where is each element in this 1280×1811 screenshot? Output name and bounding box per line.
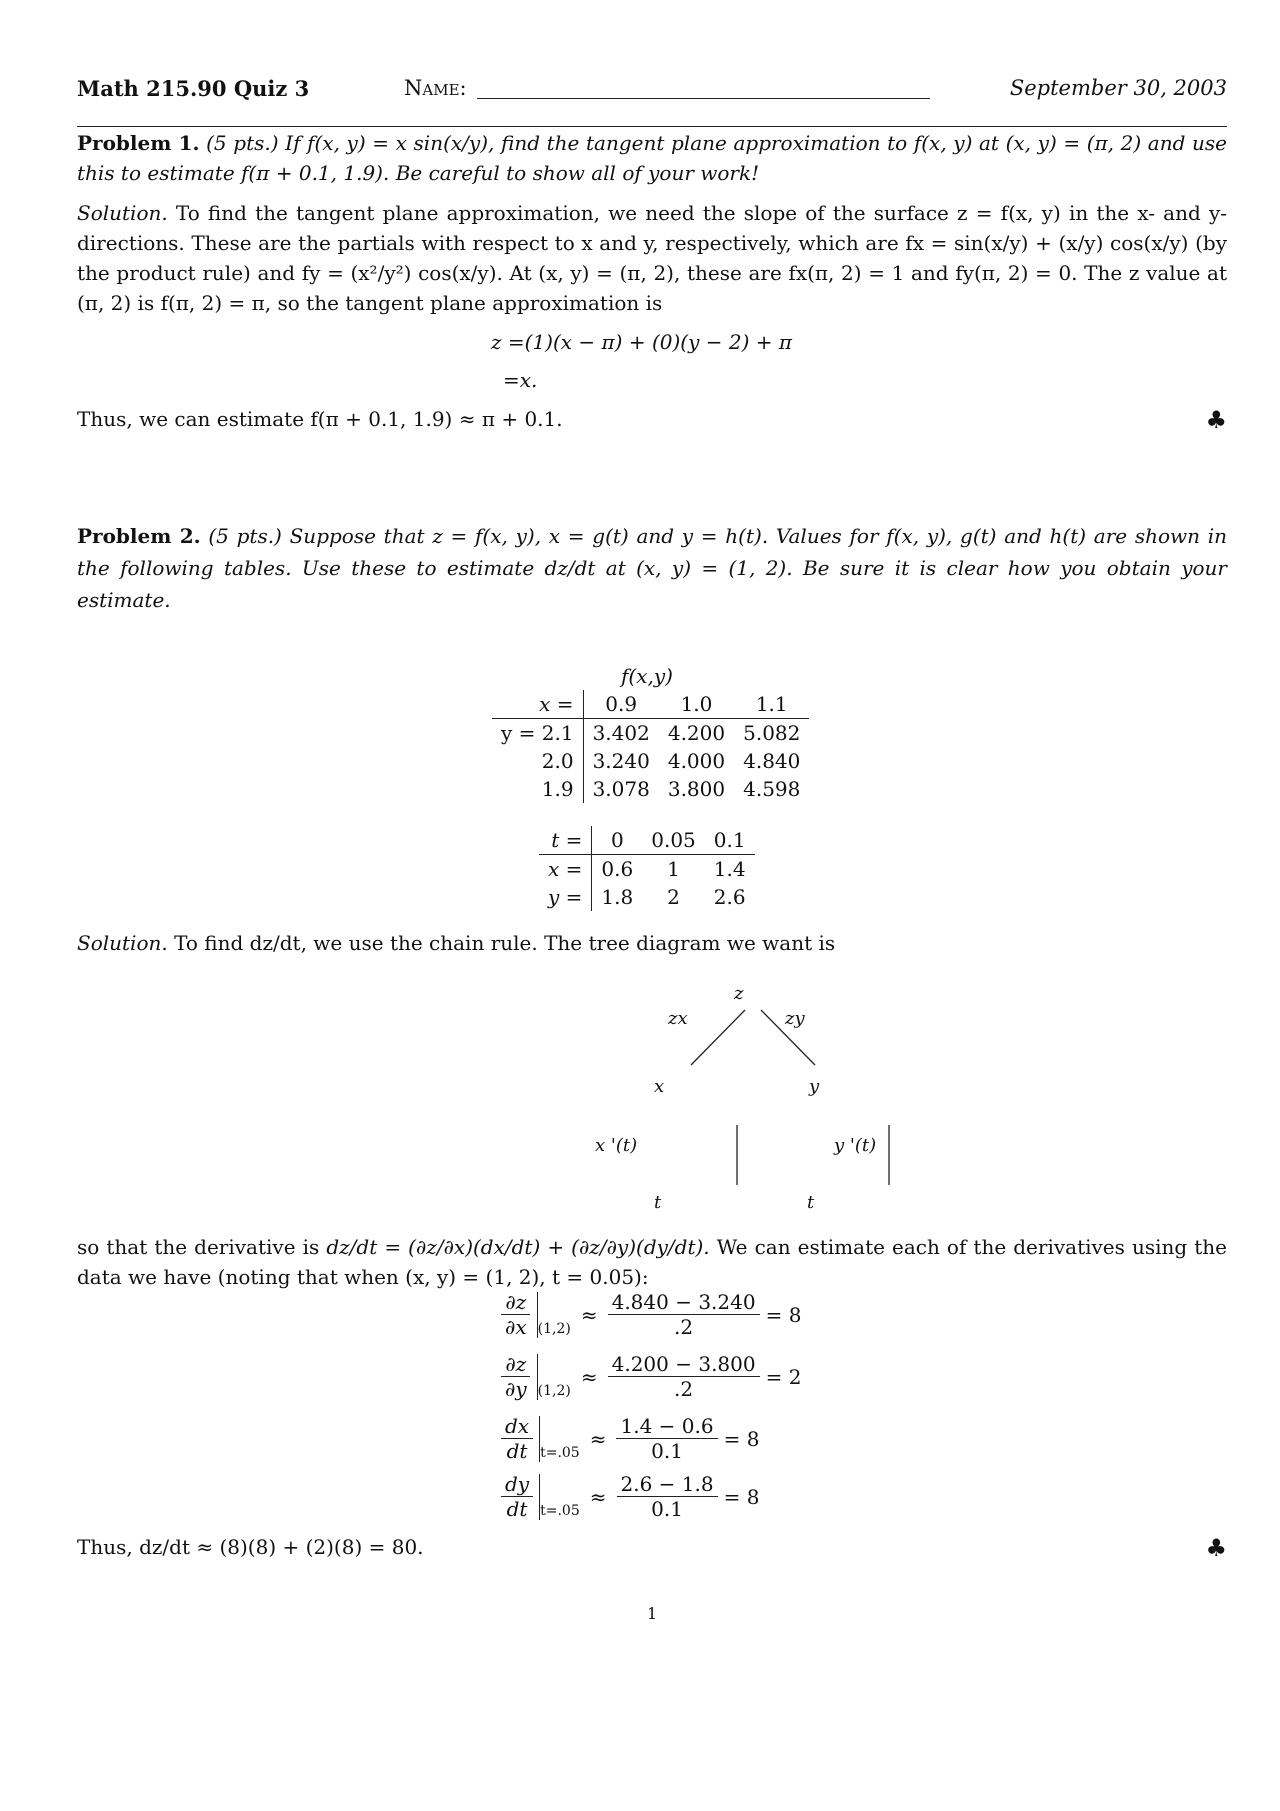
- estimate-denominator: 0.1: [651, 1497, 683, 1521]
- table-cell: 1: [667, 857, 680, 881]
- quiz-page: [77, 0, 1227, 1811]
- estimate-result: = 8: [723, 1484, 760, 1509]
- quiz-date: September 30, 2003: [1009, 76, 1227, 100]
- derivative-text-a: so that the derivative is: [77, 1235, 320, 1259]
- tree-edge-zx: [691, 1010, 745, 1065]
- estimate-eval-point: t=.05: [540, 1445, 580, 1461]
- table-cell: x =: [539, 855, 592, 884]
- table-cell: 2.0: [492, 747, 583, 775]
- chain-rule-tree-diagram: [597, 985, 917, 1225]
- problem1-solution: [77, 198, 1227, 318]
- approx-sign: ≈: [589, 1426, 607, 1451]
- table-row: [492, 747, 809, 775]
- table1-caption: f(x,y): [621, 664, 673, 688]
- estimate-result: = 2: [765, 1364, 802, 1389]
- table-cell: 3.240: [592, 749, 650, 773]
- table-cell: 4.598: [743, 777, 801, 801]
- estimate-eval-point: t=.05: [540, 1503, 580, 1519]
- problem1-conclusion: Thus, we can estimate f(π + 0.1, 1.9) ≈ π + 0.1.: [77, 407, 563, 431]
- tree-root-z: z: [734, 983, 744, 1004]
- chain-rule-formula: dz/dt = (∂z/∂x)(dx/dt) + (∂z/∂y)(dy/dt).: [326, 1235, 710, 1259]
- tree-node-x: x: [654, 1076, 665, 1097]
- table-cell: t =: [539, 826, 592, 855]
- estimate-numerator: 1.4 − 0.6: [616, 1414, 717, 1439]
- problem2-solution-text: To find dz/dt, we use the chain rule. The tree diagram we want is: [174, 931, 836, 955]
- table-cell: 3.402: [592, 721, 650, 745]
- table-cell: 0.9: [583, 690, 659, 719]
- tree-label-x-prime: x '(t): [595, 1135, 638, 1156]
- table-cell: 0.05: [642, 826, 705, 855]
- problem1-solution-text: To find the tangent plane approximation, we need the slope of the surface z = f(x, y) in the x- and y-directions. These are the partials with respect to x and y, respectively, which are fx = sin(x/y) + (x/y) cos(x/y) (by the product rule) and fy = (x²/y²) cos(x/y). At (x, y) = (π, 2), these are fx(π, 2) = 1 and fy(π, 2) = 0. The z value at (π, 2) is f(π, 2) = π, so the tangent plane approximation is: [77, 201, 1228, 315]
- estimate-numerator: 2.6 − 1.8: [617, 1472, 718, 1497]
- problem1-text: If f(x, y) = x sin(x/y), find the tangent plane approximation to f(x, y) at (x, y) = (π, 2) and use this to estimate f(π + 0.1, 1.9). Be careful to show all of your work!: [77, 131, 1228, 185]
- txy-table: [539, 826, 755, 911]
- estimate-denominator: 0.1: [651, 1439, 683, 1463]
- table-cell: 0.6: [601, 857, 634, 881]
- header-rule: [77, 126, 1227, 127]
- estimate-row: [501, 1472, 759, 1521]
- table-cell: 3.078: [592, 777, 650, 801]
- problem2-label: Problem 2.: [77, 524, 201, 548]
- tree-label-zy: zy: [785, 1008, 805, 1029]
- problem1-statement: [77, 128, 1227, 188]
- estimate-lhs-den: ∂y: [505, 1377, 527, 1401]
- table-cell: 1.9: [492, 775, 583, 803]
- table-cell: y =: [539, 883, 592, 911]
- estimate-row: [501, 1352, 801, 1401]
- estimate-numerator: 4.840 − 3.240: [608, 1290, 760, 1315]
- problem1-solution-label: Solution.: [77, 201, 168, 225]
- approx-sign: ≈: [580, 1364, 598, 1389]
- fxy-table: [492, 690, 809, 803]
- table-cell: y = 2.1: [492, 719, 583, 748]
- approx-sign: ≈: [589, 1484, 607, 1509]
- estimate-row: [501, 1414, 759, 1463]
- estimate-denominator: .2: [674, 1377, 694, 1401]
- problem1-label: Problem 1.: [77, 131, 200, 155]
- table-cell: 1.0: [659, 690, 734, 719]
- problem2-points: (5 pts.): [208, 524, 282, 548]
- approx-sign: ≈: [580, 1302, 598, 1327]
- estimate-lhs-num: dy: [501, 1472, 533, 1497]
- table-row: [492, 719, 809, 748]
- name-label: Name:: [404, 76, 467, 100]
- end-of-proof-club-icon: ♣: [1205, 406, 1227, 434]
- derivative-intro: [77, 1232, 1227, 1292]
- table-cell: x =: [492, 690, 583, 719]
- tree-label-zx: zx: [668, 1008, 688, 1029]
- table-cell: 1.4: [713, 857, 746, 881]
- table-cell: 0.1: [705, 826, 755, 855]
- table-row: [539, 826, 755, 855]
- end-of-proof-club-icon: ♣: [1205, 1534, 1227, 1562]
- estimate-eval-point: (1,2): [537, 1383, 571, 1399]
- table-cell: 1.8: [601, 885, 634, 909]
- tangent-plane-eq-line2: =x.: [503, 368, 538, 392]
- estimate-lhs-den: ∂x: [505, 1315, 527, 1339]
- name-blank-line: [477, 98, 930, 99]
- course-title: Math 215.90 Quiz 3: [77, 76, 310, 101]
- estimate-lhs-den: dt: [506, 1497, 528, 1521]
- tangent-plane-eq-line1: z =(1)(x − π) + (0)(y − 2) + π: [491, 330, 793, 354]
- estimate-row: [501, 1290, 801, 1339]
- table-cell: 4.200: [667, 721, 726, 745]
- tree-leaf-t-left: t: [654, 1192, 662, 1213]
- estimate-lhs-num: ∂z: [501, 1290, 530, 1315]
- estimate-lhs-den: dt: [506, 1439, 528, 1463]
- table-row: [492, 775, 809, 803]
- tree-node-y: y: [809, 1076, 820, 1097]
- table-row: [492, 690, 809, 719]
- problem2-text: Suppose that z = f(x, y), x = g(t) and y = h(t). Values for f(x, y), g(t) and h(t) are shown in the following tables. Use these to estimate dz/dt at (x, y) = (1, 2). Be sure it is clear how you obtain your estimate.: [77, 524, 1228, 612]
- estimate-lhs-num: dx: [501, 1414, 533, 1439]
- estimate-lhs-num: ∂z: [501, 1352, 530, 1377]
- table-cell: 2.6: [713, 885, 746, 909]
- tree-label-y-prime: y '(t): [834, 1135, 877, 1156]
- table-cell: 4.000: [667, 749, 726, 773]
- page-number: 1: [647, 1604, 658, 1623]
- tree-leaf-t-right: t: [807, 1192, 815, 1213]
- table-row: [539, 855, 755, 884]
- problem2-statement: [77, 520, 1227, 616]
- problem1-points: (5 pts.): [206, 131, 279, 155]
- table-cell: 1.1: [734, 690, 809, 719]
- problem2-conclusion: Thus, dz/dt ≈ (8)(8) + (2)(8) = 80.: [77, 1535, 424, 1559]
- estimate-denominator: .2: [674, 1315, 694, 1339]
- derivative-text-b: We can estimate each of the derivatives using the data we have (noting that when (x, y) = (1, 2), t = 0.05):: [77, 1235, 1228, 1289]
- table-cell: 3.800: [667, 777, 726, 801]
- table-cell: 5.082: [743, 721, 801, 745]
- table-cell: 2: [667, 885, 680, 909]
- table-cell: 4.840: [743, 749, 801, 773]
- table-row: [539, 883, 755, 911]
- estimate-eval-point: (1,2): [537, 1321, 571, 1337]
- problem2-solution-label: Solution.: [77, 931, 168, 955]
- estimate-result: = 8: [723, 1426, 760, 1451]
- problem2-solution: [77, 928, 1227, 958]
- estimate-numerator: 4.200 − 3.800: [608, 1352, 760, 1377]
- estimate-result: = 8: [765, 1302, 802, 1327]
- table-cell: 0: [592, 826, 642, 855]
